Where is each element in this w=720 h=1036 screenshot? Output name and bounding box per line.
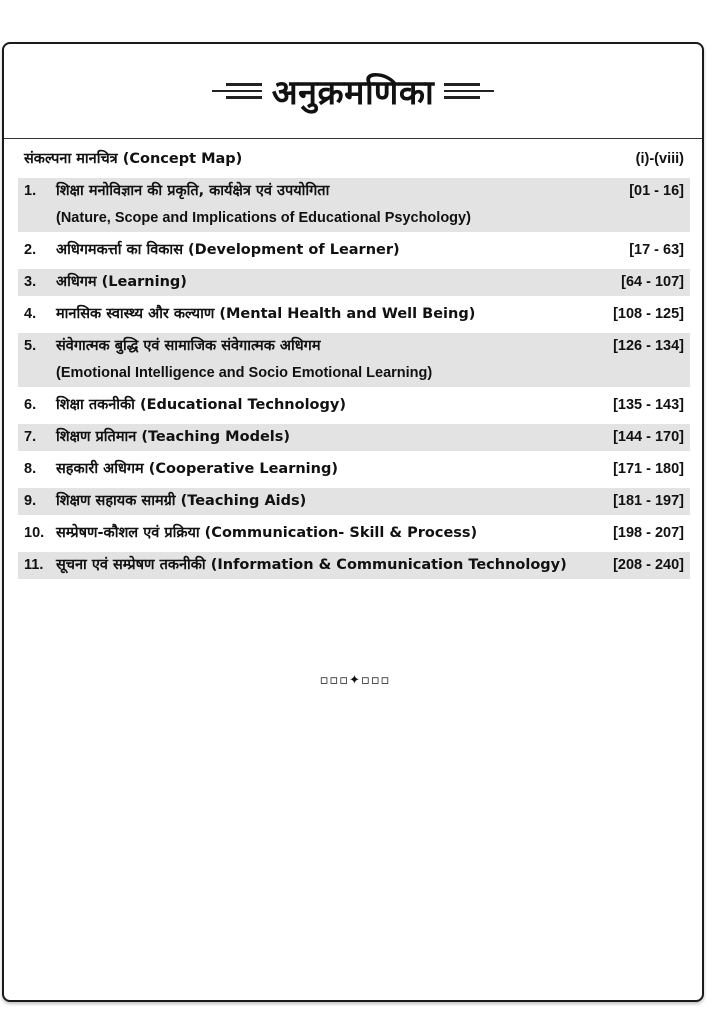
chapter-title: शिक्षण सहायक सामग्री (Teaching Aids) bbox=[56, 493, 307, 509]
toc-item-3[interactable] bbox=[18, 269, 690, 296]
chapter-number: 2. bbox=[24, 242, 37, 258]
toc-item-10[interactable] bbox=[18, 520, 690, 547]
toc-item-5[interactable] bbox=[18, 333, 690, 387]
chapter-number: 11. bbox=[24, 557, 44, 573]
toc-item-8[interactable] bbox=[18, 456, 690, 483]
chapter-subtitle: (Emotional Intelligence and Socio Emotional Learning) bbox=[56, 365, 433, 381]
chapter-title: सहकारी अधिगम (Cooperative Learning) bbox=[56, 461, 338, 477]
chapter-title: अधिगमकर्त्ता का विकास (Development of Learner) bbox=[56, 242, 400, 258]
chapter-title: शिक्षा मनोविज्ञान की प्रकृति, कार्यक्षेत्र एवं उपयोगिता bbox=[56, 183, 330, 199]
title-left-rule bbox=[212, 83, 262, 99]
table-of-contents bbox=[18, 146, 690, 584]
toc-item-9[interactable] bbox=[18, 488, 690, 515]
chapter-title: शिक्षण प्रतिमान (Teaching Models) bbox=[56, 429, 291, 445]
toc-item-6[interactable] bbox=[18, 392, 690, 419]
chapter-number: 6. bbox=[24, 397, 37, 413]
chapter-pages: [208 - 240] bbox=[613, 557, 684, 573]
chapter-pages: [01 - 16] bbox=[629, 183, 684, 199]
toc-item-11[interactable] bbox=[18, 552, 690, 579]
chapter-title: अधिगम (Learning) bbox=[56, 274, 187, 290]
chapter-pages: [144 - 170] bbox=[613, 429, 684, 445]
page-title: अनुक्रमणिका bbox=[271, 73, 435, 113]
section-end-ornament: ▫▫▫✦▫▫▫ bbox=[319, 673, 391, 688]
chapter-number: 5. bbox=[24, 338, 37, 354]
chapter-pages: [17 - 63] bbox=[629, 242, 684, 258]
title-banner bbox=[4, 44, 702, 139]
chapter-title: सूचना एवं सम्प्रेषण तकनीकी (Information & Communication Technology) bbox=[56, 557, 567, 573]
chapter-subtitle: (Nature, Scope and Implications of Educational Psychology) bbox=[56, 210, 471, 226]
title-right-rule bbox=[444, 83, 494, 99]
chapter-pages: [126 - 134] bbox=[613, 338, 684, 354]
toc-item-2[interactable] bbox=[18, 237, 690, 264]
chapter-pages: [135 - 143] bbox=[613, 397, 684, 413]
chapter-number: 9. bbox=[24, 493, 37, 509]
chapter-title: सम्प्रेषण-कौशल एवं प्रक्रिया (Communication- Skill & Process) bbox=[56, 525, 478, 541]
chapter-number: 8. bbox=[24, 461, 37, 477]
concept-map-pages: (i)-(viii) bbox=[635, 151, 684, 167]
chapter-pages: [64 - 107] bbox=[621, 274, 684, 290]
toc-concept-map[interactable] bbox=[18, 146, 690, 173]
chapter-pages: [171 - 180] bbox=[613, 461, 684, 477]
toc-item-7[interactable] bbox=[18, 424, 690, 451]
chapter-number: 7. bbox=[24, 429, 37, 445]
chapter-number: 10. bbox=[24, 525, 45, 541]
toc-item-1[interactable] bbox=[18, 178, 690, 232]
chapter-pages: [108 - 125] bbox=[613, 306, 684, 322]
chapter-number: 3. bbox=[24, 274, 37, 290]
chapter-number: 1. bbox=[24, 183, 37, 199]
chapter-title: शिक्षा तकनीकी (Educational Technology) bbox=[56, 397, 346, 413]
page-frame bbox=[2, 42, 704, 1002]
chapter-pages: [198 - 207] bbox=[613, 525, 684, 541]
chapter-pages: [181 - 197] bbox=[613, 493, 684, 509]
chapter-title: मानसिक स्वास्थ्य और कल्याण (Mental Health and Well Being) bbox=[56, 306, 476, 322]
concept-map-title: संकल्पना मानचित्र (Concept Map) bbox=[24, 151, 243, 167]
toc-item-4[interactable] bbox=[18, 301, 690, 328]
chapter-number: 4. bbox=[24, 306, 37, 322]
chapter-title: संवेगात्मक बुद्धि एवं सामाजिक संवेगात्मक अधिगम bbox=[56, 338, 321, 354]
